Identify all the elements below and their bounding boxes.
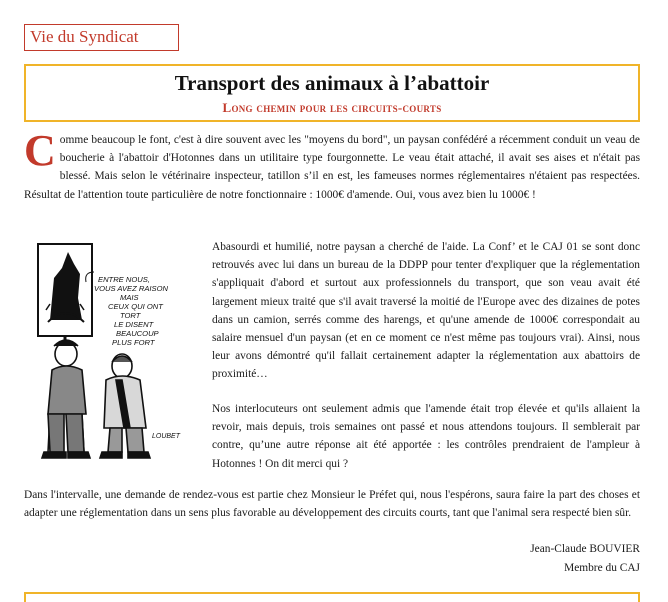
paragraph-2: Abasourdi et humilié, notre paysan a cherché de l'aide. La Conf’ et le CAJ 01 se sont donc retrouvés avec lui dans un bureau de la DDPP pour tenter d'expliquer que la réglementation s'appliquait d'abord et surtout aux professionnels du transport, que son veau avait été largement mieux traité que s'il avait traversé la moitié de l'Europe avec des dizaines de potes dans un camion, serrés comme des harengs, et qu'une amende de 1000€ correspondait au salaire mensuel d'un paysan (et en ce moment ce n'est même pas toujours vrai). Ainsi, nous leur avons démontré qu'il fallait certainement adapter la réglementation aux abattoirs de proximité… — [212, 241, 640, 381]
signature-name: Jean-Claude BOUVIER — [530, 543, 640, 555]
cartoon-illustration — [24, 238, 202, 470]
paragraph-3: Nos interlocuteurs ont seulement admis que l'amende était trop élevée et qu'ils allaient la revoir, mais depuis, trois semaines ont passé et nous attendons toujours. Il semblerait par contre, qu’une autre réponse ait été apportée : les contrôles prendraient de l'ampleur à Hotonnes ! On dit merci qui ? — [212, 403, 640, 470]
section-tag: Vie du Syndicat — [24, 24, 179, 51]
farmer-figure-icon — [42, 340, 90, 458]
speech-line: PLUS FORT — [112, 338, 155, 347]
title-box — [24, 64, 640, 122]
signature-role: Membre du CAJ — [564, 562, 640, 574]
speech-line: ENTRE NOUS, — [98, 275, 150, 284]
next-section-frame — [24, 592, 640, 602]
speech-line: MAIS — [120, 293, 139, 302]
speech-line: LE DISENT — [114, 320, 154, 329]
speech-bubble — [86, 272, 169, 347]
drop-cap: C — [24, 126, 56, 175]
artist-signature: LOUBET — [152, 433, 181, 440]
article-subtitle: Long chemin pour les circuits-courts — [222, 100, 442, 115]
paragraph-1 — [24, 126, 640, 204]
paragraph-4: Dans l'intervalle, une demande de rendez-vous est partie chez Monsieur le Préfet qui, nous l'espérons, saura faire la part des choses et adapter une réglementation dans un sens plus favorable au développement des circuits courts, tant que l'animal sera respecté bien sûr. — [24, 489, 640, 520]
paragraph-1-text: omme beaucoup le font, c'est à dire souvent avec les "moyens du bord", un paysan confédéré a récemment conduit un veau de boucherie à l'abattoir d'Hotonnes dans un utilitaire type fourgonnette. Le veau était attaché, il avait ses aises et n'était pas blessé. Mais selon le vétérinaire inspecteur, tatillon s’il en est, les fameuses normes réglementaires n'étaient pas respectées. Résultat de l'attention toute particulière de notre fonctionnaire : 1000€ d'amende. Oui, vous avez bien lu 1000€ ! — [24, 134, 640, 201]
official-figure-icon — [100, 354, 150, 458]
article-title: Transport des animaux à l’abattoir — [174, 71, 490, 95]
speech-line: VOUS AVEZ RAISON — [94, 284, 168, 293]
speech-line: BEAUCOUP — [116, 329, 159, 338]
speech-line: CEUX QUI ONT — [108, 302, 163, 311]
speech-line: TORT — [120, 311, 141, 320]
